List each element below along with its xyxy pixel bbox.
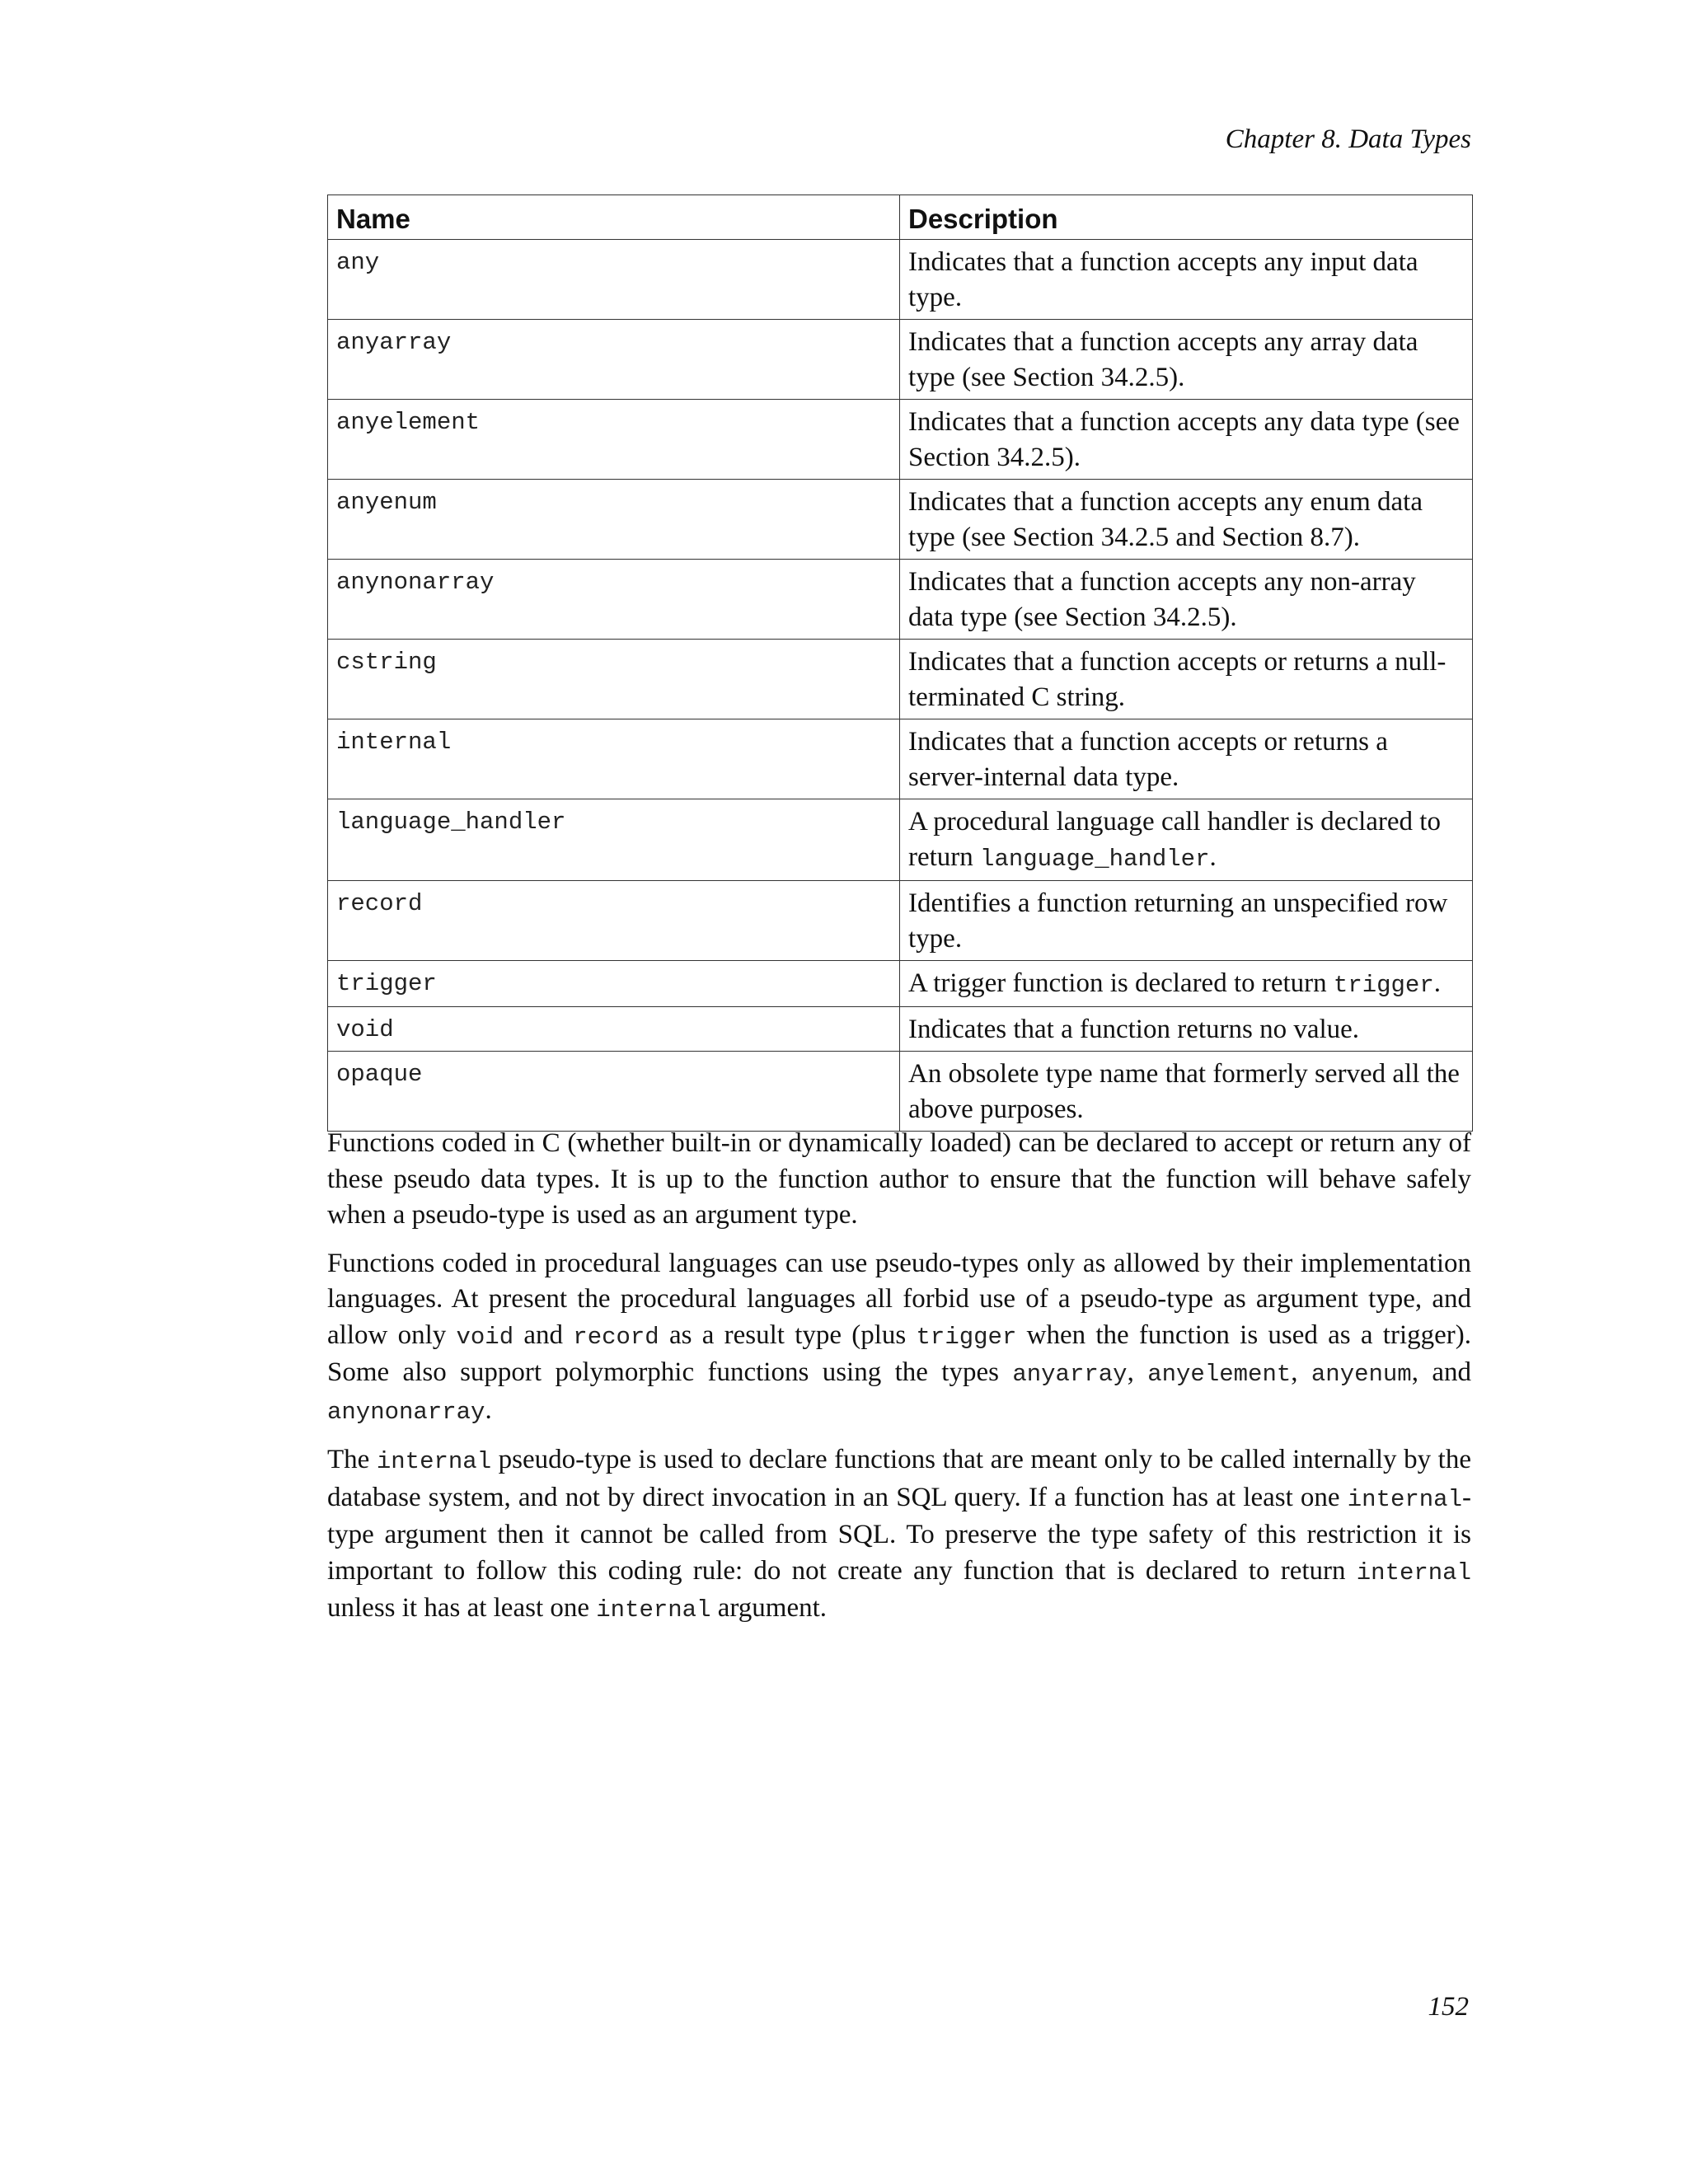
type-name-cell: language_handler: [328, 799, 900, 881]
paragraph-text: ,: [1127, 1357, 1148, 1387]
type-name-cell: anyarray: [328, 320, 900, 400]
type-name-cell: trigger: [328, 961, 900, 1007]
type-name-cell: any: [328, 240, 900, 320]
inline-code: language_handler: [980, 846, 1210, 874]
inline-code: internal: [376, 1448, 492, 1475]
type-description-cell: [900, 400, 1473, 480]
description-text: Identifies a function returning an unspecified row type.: [908, 888, 1448, 954]
type-name-cell: internal: [328, 719, 900, 799]
paragraph-internal-type: [327, 1442, 1471, 1629]
inline-code: trigger: [1333, 972, 1434, 1000]
page-number: 152: [1428, 1992, 1469, 2022]
type-name-cell: void: [328, 1007, 900, 1052]
type-name-cell: opaque: [328, 1052, 900, 1132]
body-text: [327, 1126, 1471, 1641]
table-row: [328, 640, 1473, 719]
paragraph-c-functions: [327, 1126, 1471, 1234]
running-header: Chapter 8. Data Types: [1225, 124, 1471, 154]
pseudo-types-table: [327, 194, 1473, 1132]
inline-code: anyenum: [1311, 1361, 1412, 1388]
table-row: [328, 719, 1473, 799]
inline-code: void: [456, 1323, 514, 1351]
paragraph-text: The: [327, 1445, 377, 1474]
description-text: Indicates that a function accepts any data type (see Section 34.2.5).: [908, 407, 1460, 473]
type-description-cell: [900, 1007, 1473, 1052]
inline-code: record: [573, 1323, 659, 1351]
paragraph-text: ,: [1291, 1357, 1311, 1387]
type-description-cell: [900, 881, 1473, 961]
type-name-cell: anynonarray: [328, 560, 900, 640]
paragraph-text: when the function is used as a trigger). Some also support polymorphic functions using the types: [327, 1319, 1472, 1387]
type-name-cell: record: [328, 881, 900, 961]
paragraph-text: argument.: [710, 1593, 828, 1623]
inline-code: anynonarray: [327, 1398, 485, 1426]
type-description-cell: [900, 480, 1473, 560]
table-row: [328, 480, 1473, 560]
paragraph-text: and: [513, 1319, 574, 1350]
table-row: [328, 320, 1473, 400]
paragraph-procedural-languages: [327, 1246, 1471, 1431]
inline-code: internal: [1356, 1558, 1471, 1586]
description-text: Indicates that a function accepts or returns a null-terminated C string.: [908, 647, 1447, 713]
type-description-cell: [900, 719, 1473, 799]
type-description-cell: [900, 1052, 1473, 1132]
table-row: [328, 560, 1473, 640]
type-description-cell: [900, 560, 1473, 640]
description-text: Indicates that a function accepts any enum data type (see Section 34.2.5 and Section 8.7).: [908, 487, 1423, 553]
type-name-cell: cstring: [328, 640, 900, 719]
description-text: Indicates that a function accepts any input data type.: [908, 247, 1418, 313]
description-text: Indicates that a function returns no value.: [908, 1015, 1360, 1045]
column-header-description: Description: [900, 195, 1473, 240]
table-row: [328, 240, 1473, 320]
inline-code: internal: [596, 1596, 711, 1624]
description-text: A trigger function is declared to return: [908, 968, 1334, 999]
paragraph-text: Functions coded in procedural languages can use pseudo-types only as allowed by their implementation languages. At present the procedural languages all forbid use of a pseudo-type as argument type, and allow only: [327, 1248, 1471, 1350]
description-text: Indicates that a function accepts any array data type (see Section 34.2.5).: [908, 327, 1418, 393]
description-text: An obsolete type name that formerly served all the above purposes.: [908, 1059, 1460, 1125]
inline-code: trigger: [916, 1323, 1017, 1351]
paragraph-text: unless it has at least one: [327, 1593, 597, 1623]
type-description-cell: [900, 961, 1473, 1007]
table-header-row: [328, 195, 1473, 240]
inline-code: internal: [1347, 1485, 1462, 1513]
type-description-cell: [900, 320, 1473, 400]
description-text: .: [1433, 968, 1441, 999]
type-description-cell: [900, 799, 1473, 881]
type-description-cell: [900, 640, 1473, 719]
inline-code: anyelement: [1147, 1361, 1292, 1388]
paragraph-text: Functions coded in C (whether built-in or dynamically loaded) can be declared to accept or return any of these pseudo data types. It is up to the function author to ensure that the function will behave safely when a pseudo-type is used as an argument type.: [327, 1128, 1471, 1230]
type-description-cell: [900, 240, 1473, 320]
table-row: [328, 961, 1473, 1007]
description-text: Indicates that a function accepts any non-array data type (see Section 34.2.5).: [908, 567, 1416, 633]
paragraph-text: , and: [1411, 1357, 1471, 1387]
paragraph-text: pseudo-type is used to declare functions that are meant only to be called internally by the database system, and not by direct invocation in an SQL query. If a function has at least one: [327, 1445, 1471, 1512]
type-name-cell: anyenum: [328, 480, 900, 560]
column-header-name: Name: [328, 195, 900, 240]
description-text: .: [1209, 842, 1217, 873]
inline-code: anyarray: [1012, 1361, 1128, 1388]
description-text: A procedural language call handler is declared to return: [908, 807, 1441, 873]
paragraph-text: as a result type (plus: [659, 1319, 917, 1350]
paragraph-text: -type argument then it cannot be called from SQL. To preserve the type safety of this restriction it is important to follow this coding rule: do not create any function that is declared to return: [327, 1482, 1471, 1586]
table-row: [328, 1007, 1473, 1052]
table-row: [328, 1052, 1473, 1132]
table-row: [328, 400, 1473, 480]
paragraph-text: .: [485, 1394, 492, 1425]
table-row: [328, 799, 1473, 881]
table-row: [328, 881, 1473, 961]
description-text: Indicates that a function accepts or returns a server-internal data type.: [908, 727, 1388, 793]
type-name-cell: anyelement: [328, 400, 900, 480]
